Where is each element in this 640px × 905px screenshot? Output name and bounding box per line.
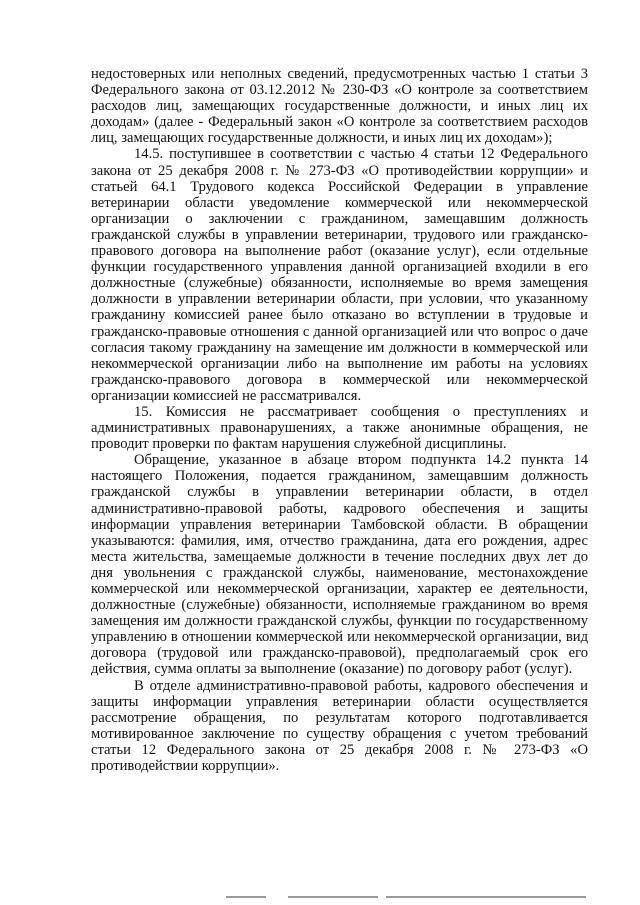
bottom-edge-mark (386, 896, 586, 898)
document-body (91, 66, 588, 774)
bottom-edge-mark (288, 896, 378, 898)
paragraph-review: В отделе административно-правовой работы, кадрового обеспечения и защиты информации управления ветеринарии области осуществляется рассмотрение обращения, по результатам которого подготавливается мотивированное заключение по существу обращения с учетом требований статьи 12 Федерального закона от 25 декабря 2008 г. № 273-ФЗ «О противодействии коррупции». (91, 677, 588, 775)
bottom-edge-mark (226, 896, 266, 898)
paragraph-15: 15. Комиссия не рассматривает сообщения о преступлениях и административных правонарушениях, а также анонимные обращения, не проводит проверки по фактам нарушения служебной дисциплины. (91, 403, 588, 453)
paragraph-continuation: недостоверных или неполных сведений, предусмотренных частью 1 статьи 3 Федерального закона от 03.12.2012 № 230-ФЗ «О контроле за соответствием расходов лиц, замещающих государственные должности, и иных лиц их доходам» (далее - Федеральный закон «О контроле за соответствием расходов лиц, замещающих государственные должности, и иных лиц их доходам»); (91, 66, 588, 147)
paragraph-14-5: 14.5. поступившее в соответствии с частью 4 статьи 12 Федерального закона от 25 декабря 2008 г. № 273-ФЗ «О противодействии коррупции» и статьей 64.1 Трудового кодекса Российской Федерации в управление ветеринарии области уведомление коммерческой или некоммерческой организации о заключении с гражданином, замещавшим должность гражданской службы в управлении ветеринарии, трудового или гражданско-правового договора на выполнение работ (оказание услуг), если отдельные функции государственного управления данной организацией входили в его должностные (служебные) обязанности, исполняемые во время замещения должности в управлении ветеринарии области, при условии, что указанному гражданину комиссией ранее было отказано во вступлении в трудовые и гражданско-правовые отношения с данной организацией или что вопрос о даче согласия такому гражданину на замещение им должности в коммерческой или некоммерческой организации либо на выполнение им работы на условиях гражданско-правового договора в коммерческой или некоммерческой организации комиссией не рассматривался. (91, 146, 588, 404)
paragraph-appeal: Обращение, указанное в абзаце втором подпункта 14.2 пункта 14 настоящего Положения, подается гражданином, замещавшим должность гражданской службы в управлении ветеринарии области, в отдел административно-правовой работы, кадрового обеспечения и защиты информации управления ветеринарии Тамбовской области. В обращении указываются: фамилия, имя, отчество гражданина, дата его рождения, адрес места жительства, замещаемые должности в течение последних двух лет до дня увольнения с гражданской службы, наименование, местонахождение коммерческой или некоммерческой организации, характер ее деятельности, должностные (служебные) обязанности, исполняемые гражданином во время замещения им должности гражданской службы, функции по государственному управлению в отношении коммерческой или некоммерческой организации, вид договора (трудовой или гражданско-правовой), предполагаемый срок его действия, сумма оплаты за выполнение (оказание) по договору работ (услуг). (91, 452, 588, 678)
